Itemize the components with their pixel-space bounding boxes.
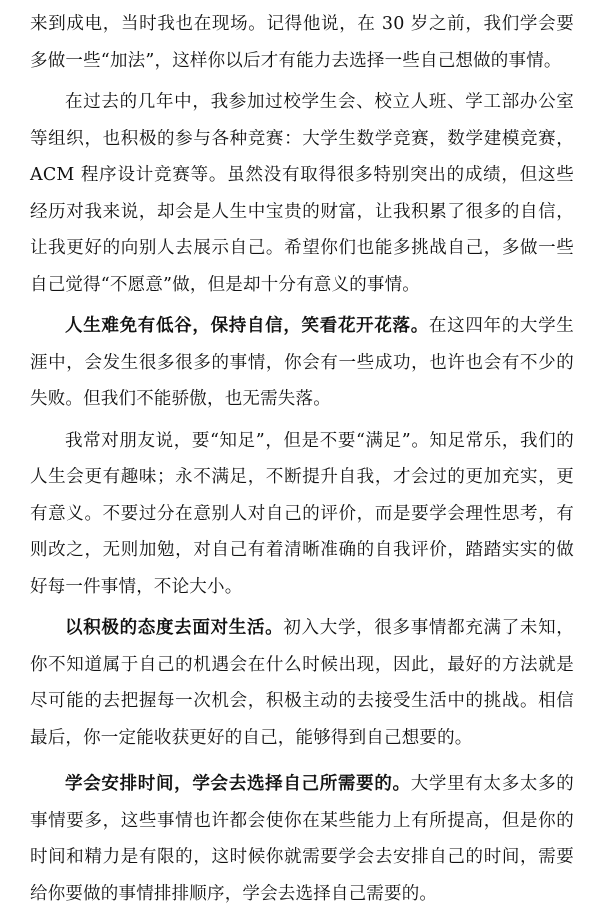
paragraph-5-text: 初入大学，很多事情都充满了未知，你不知道属于自己的机遇会在什么时候出现，因此，最好的方法就是尽可能的去把握每一次机会，积极主动的去接受生活中的挑战。相信最后，你一定能收获更好的自己，能够得到自己想要的。 [30, 618, 574, 748]
paragraph-6-text: 大学里有太多太多的事情要多，这些事情也许都会使你在某些能力上有所提高，但是你的时间和精力是有限的，这时候你就需要学会去安排自己的时间，需要给你要做的事情排排顺序，学会去选择自己需要的。 [30, 774, 574, 904]
paragraph-2 [30, 84, 574, 303]
paragraph-1 [30, 6, 574, 79]
paragraph-3 [30, 308, 574, 418]
paragraph-6-lead: 学会安排时间，学会去选择自己所需要的。 [65, 774, 411, 794]
paragraph-6 [30, 766, 574, 912]
paragraph-4-text: 我常对朋友说，要“知足”，但是不要“满足”。知足常乐，我们的人生会更有趣味；永不满足，不断提升自我，才会过的更加充实，更有意义。不要过分在意别人对自己的评价，而是要学会理性思考，有则改之，无则加勉，对自己有着清晰准确的自我评价，踏踏实实的做好每一件事情，不论大小。 [30, 430, 574, 597]
paragraph-5-lead: 以积极的态度去面对生活。 [65, 618, 284, 638]
paragraph-1-text: 来到成电，当时我也在现场。记得他说，在 30 岁之前，我们学会要多做一些“加法”，这样你以后才有能力去选择一些自己想做的事情。 [30, 14, 574, 71]
paragraph-2-text: 在过去的几年中，我参加过校学生会、校立人班、学工部办公室等组织，也积极的参与各种竞赛：大学生数学竞赛，数学建模竞赛，ACM 程序设计竞赛等。虽然没有取得很多特别突出的成绩，但这些经历对我来说，却会是人生中宝贵的财富，让我积累了很多的自信，让我更好的向别人去展示自己。希望你们也能多挑战自己，多做一些自己觉得“不愿意”做，但是却十分有意义的事情。 [30, 92, 574, 295]
paragraph-5 [30, 610, 574, 756]
paragraph-gap [30, 756, 574, 766]
paragraph-4 [30, 423, 574, 606]
paragraph-3-text: 在这四年的大学生涯中，会发生很多很多的事情，你会有一些成功，也许也会有不少的失败。但我们不能骄傲，也无需失落。 [30, 316, 574, 409]
paragraph-3-lead: 人生难免有低谷，保持自信，笑看花开花落。 [65, 316, 429, 336]
